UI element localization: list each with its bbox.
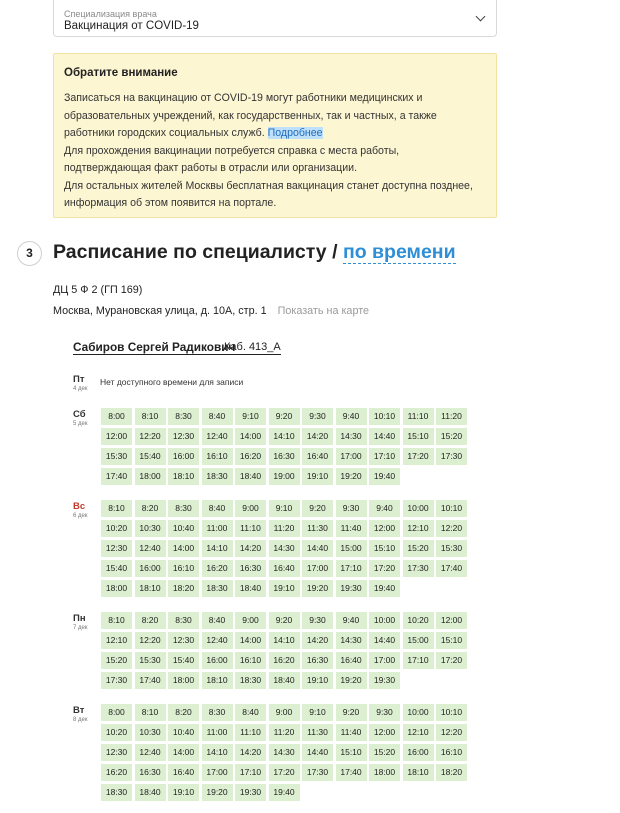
- time-slot-grid: [101, 704, 467, 801]
- time-slot-button[interactable]: 17:20: [403, 448, 434, 465]
- time-slot-button[interactable]: 12:00: [101, 428, 132, 445]
- time-slot-button[interactable]: 12:10: [403, 520, 434, 537]
- time-slot-button[interactable]: 15:20: [403, 540, 434, 557]
- no-slots-message: Нет доступного времени для записи: [100, 377, 244, 387]
- time-slot-button[interactable]: 15:40: [101, 560, 132, 577]
- time-slot-button[interactable]: 18:40: [235, 580, 266, 597]
- time-slot-button[interactable]: 18:00: [369, 764, 400, 781]
- time-slot-button[interactable]: 14:20: [235, 744, 266, 761]
- time-slot-button[interactable]: 18:30: [101, 784, 132, 801]
- time-slot-button[interactable]: 16:40: [336, 652, 367, 669]
- time-slot-button[interactable]: 14:00: [168, 540, 199, 557]
- time-slot-button[interactable]: 15:30: [135, 652, 166, 669]
- time-slot-button[interactable]: 10:10: [436, 704, 467, 721]
- time-slot-button[interactable]: 17:00: [202, 764, 233, 781]
- time-slot-button[interactable]: 8:10: [101, 500, 132, 517]
- time-slot-button[interactable]: 11:10: [235, 724, 266, 741]
- time-slot-button[interactable]: 12:00: [436, 612, 467, 629]
- time-slot-button[interactable]: 12:30: [101, 540, 132, 557]
- time-slot-button[interactable]: 16:40: [269, 560, 300, 577]
- time-slot-button[interactable]: 17:00: [336, 448, 367, 465]
- time-slot-button[interactable]: 16:30: [135, 764, 166, 781]
- time-slot-button[interactable]: 12:00: [369, 724, 400, 741]
- day-date: 8 дек: [73, 717, 88, 723]
- time-slot-button[interactable]: 17:10: [336, 560, 367, 577]
- specialization-label: Специализация врача: [64, 9, 157, 19]
- time-slot-button[interactable]: 10:10: [369, 408, 400, 425]
- time-slot-button[interactable]: 17:20: [436, 652, 467, 669]
- time-slot-button[interactable]: 18:40: [269, 672, 300, 689]
- time-slot-button[interactable]: 9:00: [269, 704, 300, 721]
- clinic-name: ДЦ 5 Ф 2 (ГП 169): [53, 284, 143, 296]
- time-slot-button[interactable]: 12:30: [168, 428, 199, 445]
- time-slot-button[interactable]: 10:00: [369, 612, 400, 629]
- time-slot-button[interactable]: 12:10: [101, 632, 132, 649]
- time-slot-button[interactable]: 9:40: [369, 500, 400, 517]
- time-slot-button[interactable]: 10:00: [403, 704, 434, 721]
- by-time-link[interactable]: по времени: [342, 241, 456, 263]
- time-slot-button[interactable]: 11:20: [436, 408, 467, 425]
- time-slot-button[interactable]: 17:10: [235, 764, 266, 781]
- time-slot-button[interactable]: 14:30: [336, 632, 367, 649]
- time-slot-button[interactable]: 19:40: [369, 580, 400, 597]
- time-slot-button[interactable]: 10:40: [168, 520, 199, 537]
- time-slot-button[interactable]: 10:20: [403, 612, 434, 629]
- time-slot-grid: [101, 408, 467, 485]
- time-slot-grid: [101, 612, 467, 689]
- time-slot-button[interactable]: 8:20: [168, 704, 199, 721]
- show-on-map-link[interactable]: Показать на карте: [277, 305, 370, 317]
- time-slot-button[interactable]: 12:20: [436, 520, 467, 537]
- time-slot-grid: [101, 500, 467, 597]
- time-slot-button[interactable]: 14:40: [302, 744, 333, 761]
- day-date: 5 дек: [73, 421, 88, 427]
- time-slot-button[interactable]: 9:20: [269, 612, 300, 629]
- time-slot-button[interactable]: 14:10: [202, 540, 233, 557]
- time-slot-button[interactable]: 15:10: [403, 428, 434, 445]
- time-slot-button[interactable]: 19:30: [369, 672, 400, 689]
- time-slot-button[interactable]: 19:10: [302, 672, 333, 689]
- time-slot-button[interactable]: 14:20: [302, 632, 333, 649]
- time-slot-button[interactable]: 16:20: [235, 448, 266, 465]
- time-slot-button[interactable]: 14:40: [369, 428, 400, 445]
- specialization-select[interactable]: [53, 0, 497, 37]
- time-slot-button[interactable]: 15:30: [101, 448, 132, 465]
- time-slot-button[interactable]: 18:20: [168, 580, 199, 597]
- time-slot-button[interactable]: 10:30: [135, 520, 166, 537]
- clinic-address: Москва, Мурановская улица, д. 10А, стр. 1: [53, 305, 267, 317]
- time-slot-button[interactable]: 18:20: [436, 764, 467, 781]
- time-slot-button[interactable]: 18:10: [403, 764, 434, 781]
- time-slot-button[interactable]: 8:30: [168, 500, 199, 517]
- time-slot-button[interactable]: 17:20: [369, 560, 400, 577]
- time-slot-button[interactable]: 16:00: [135, 560, 166, 577]
- day-date: 7 дек: [73, 625, 88, 631]
- time-slot-button[interactable]: 9:00: [235, 500, 266, 517]
- notice-body: [64, 90, 489, 213]
- time-slot-button[interactable]: 18:30: [202, 580, 233, 597]
- time-slot-button[interactable]: 16:10: [436, 744, 467, 761]
- time-slot-button[interactable]: 9:30: [302, 612, 333, 629]
- time-slot-button[interactable]: 16:40: [302, 448, 333, 465]
- time-slot-button[interactable]: 14:00: [235, 632, 266, 649]
- time-slot-button[interactable]: 12:40: [135, 540, 166, 557]
- step-number: 3: [17, 241, 42, 266]
- day-name: Вт: [73, 705, 85, 716]
- day-name: Сб: [73, 409, 86, 420]
- time-slot-button[interactable]: 8:10: [135, 704, 166, 721]
- day-label: [73, 409, 87, 427]
- time-slot-button[interactable]: 17:30: [436, 448, 467, 465]
- time-slot-button[interactable]: 12:40: [135, 744, 166, 761]
- time-slot-button[interactable]: 9:10: [302, 704, 333, 721]
- time-slot-button[interactable]: 8:30: [202, 704, 233, 721]
- time-slot-button[interactable]: 15:10: [336, 744, 367, 761]
- clinic-address-row: [53, 305, 369, 317]
- time-slot-button[interactable]: 10:40: [168, 724, 199, 741]
- time-slot-button[interactable]: 15:10: [436, 632, 467, 649]
- day-name: Вс: [73, 501, 86, 512]
- day-name: Пт: [73, 374, 85, 385]
- time-slot-button[interactable]: 9:20: [336, 704, 367, 721]
- time-slot-button[interactable]: 16:00: [403, 744, 434, 761]
- time-slot-button[interactable]: 11:10: [403, 408, 434, 425]
- time-slot-button[interactable]: 14:00: [235, 428, 266, 445]
- time-slot-button[interactable]: 12:20: [135, 428, 166, 445]
- time-slot-button[interactable]: 15:40: [135, 448, 166, 465]
- time-slot-button[interactable]: 10:10: [436, 500, 467, 517]
- time-slot-button[interactable]: 8:10: [135, 408, 166, 425]
- time-slot-button[interactable]: 16:30: [302, 652, 333, 669]
- time-slot-button[interactable]: 8:30: [168, 408, 199, 425]
- doctor-name[interactable]: Сабиров Сергей Радикович: [73, 340, 236, 354]
- time-slot-button[interactable]: 12:40: [202, 632, 233, 649]
- time-slot-button[interactable]: 11:00: [202, 724, 233, 741]
- day-label: [73, 501, 87, 519]
- time-slot-button[interactable]: 9:00: [235, 612, 266, 629]
- schedule-heading: [53, 241, 456, 264]
- notice-paragraph-1: Записаться на вакцинацию от COVID-19 могут работники медицинских и образовательных учреждений, как государственных, так и частных, а также работники городских социальных служб.: [64, 92, 437, 139]
- time-slot-button[interactable]: 18:10: [135, 580, 166, 597]
- time-slot-button[interactable]: 16:00: [168, 448, 199, 465]
- time-slot-button[interactable]: 11:40: [336, 520, 367, 537]
- time-slot-button[interactable]: 15:30: [436, 540, 467, 557]
- time-slot-button[interactable]: 19:00: [269, 468, 300, 485]
- time-slot-button[interactable]: 8:40: [202, 500, 233, 517]
- time-slot-button[interactable]: 16:30: [235, 560, 266, 577]
- time-slot-button[interactable]: 11:20: [269, 724, 300, 741]
- time-slot-button[interactable]: 19:40: [369, 468, 400, 485]
- time-slot-button[interactable]: 19:10: [269, 580, 300, 597]
- time-slot-button[interactable]: 15:00: [403, 632, 434, 649]
- time-slot-button[interactable]: 8:00: [101, 704, 132, 721]
- time-slot-button[interactable]: 19:10: [168, 784, 199, 801]
- time-slot-button[interactable]: 12:00: [369, 520, 400, 537]
- time-slot-button[interactable]: 15:20: [101, 652, 132, 669]
- time-slot-button[interactable]: 18:10: [202, 672, 233, 689]
- time-slot-button[interactable]: 9:30: [302, 408, 333, 425]
- time-slot-button[interactable]: 14:10: [269, 632, 300, 649]
- time-slot-button[interactable]: 15:00: [336, 540, 367, 557]
- time-slot-button[interactable]: 14:10: [269, 428, 300, 445]
- time-slot-button[interactable]: 12:20: [436, 724, 467, 741]
- time-slot-button[interactable]: 9:10: [235, 408, 266, 425]
- time-slot-button[interactable]: 9:40: [336, 408, 367, 425]
- time-slot-button[interactable]: 19:30: [235, 784, 266, 801]
- time-slot-button[interactable]: 17:20: [269, 764, 300, 781]
- time-slot-button[interactable]: 14:30: [269, 540, 300, 557]
- time-slot-button[interactable]: 17:40: [101, 468, 132, 485]
- time-slot-button[interactable]: 18:30: [235, 672, 266, 689]
- time-slot-button[interactable]: 19:10: [302, 468, 333, 485]
- time-slot-button[interactable]: 8:30: [168, 612, 199, 629]
- time-slot-button[interactable]: 16:10: [168, 560, 199, 577]
- time-slot-button[interactable]: 14:30: [269, 744, 300, 761]
- time-slot-button[interactable]: 9:20: [302, 500, 333, 517]
- time-slot-button[interactable]: 18:00: [168, 672, 199, 689]
- time-slot-button[interactable]: 8:20: [135, 500, 166, 517]
- time-slot-button[interactable]: 17:40: [135, 672, 166, 689]
- time-slot-button[interactable]: 16:10: [202, 448, 233, 465]
- day-label: [73, 374, 87, 392]
- time-slot-button[interactable]: 18:10: [168, 468, 199, 485]
- time-slot-button[interactable]: 15:20: [436, 428, 467, 445]
- specialization-value: Вакцинация от COVID-19: [64, 20, 199, 32]
- time-slot-button[interactable]: 16:40: [168, 764, 199, 781]
- time-slot-button[interactable]: 11:10: [235, 520, 266, 537]
- time-slot-button[interactable]: 17:10: [369, 448, 400, 465]
- time-slot-button[interactable]: 12:30: [101, 744, 132, 761]
- time-slot-button[interactable]: 11:30: [302, 724, 333, 741]
- time-slot-button[interactable]: 16:00: [202, 652, 233, 669]
- notice-paragraph-3: Для остальных жителей Москвы бесплатная вакцинация станет доступна позднее, информация об этом появится на портале.: [64, 179, 473, 209]
- schedule-title: Расписание по специалисту: [53, 241, 327, 263]
- time-slot-button[interactable]: 16:20: [269, 652, 300, 669]
- time-slot-button[interactable]: 15:40: [168, 652, 199, 669]
- time-slot-button[interactable]: 8:40: [202, 612, 233, 629]
- notice-title: Обратите внимание: [64, 67, 178, 79]
- time-slot-button[interactable]: 14:40: [369, 632, 400, 649]
- time-slot-button[interactable]: 12:30: [168, 632, 199, 649]
- time-slot-button[interactable]: 19:20: [336, 672, 367, 689]
- time-slot-button[interactable]: 18:40: [135, 784, 166, 801]
- time-slot-button[interactable]: 8:20: [135, 612, 166, 629]
- day-date: 4 дек: [73, 386, 88, 392]
- time-slot-button[interactable]: 16:20: [101, 764, 132, 781]
- time-slot-button[interactable]: 10:00: [403, 500, 434, 517]
- time-slot-button[interactable]: 16:30: [269, 448, 300, 465]
- cabinet-number: Каб. 413_А: [224, 341, 281, 353]
- time-slot-button[interactable]: 11:20: [269, 520, 300, 537]
- time-slot-button[interactable]: 11:30: [302, 520, 333, 537]
- time-slot-button[interactable]: 17:10: [403, 652, 434, 669]
- time-slot-button[interactable]: 8:10: [101, 612, 132, 629]
- day-label: [73, 613, 87, 631]
- time-slot-button[interactable]: 12:40: [202, 428, 233, 445]
- time-slot-button[interactable]: 9:20: [269, 408, 300, 425]
- time-slot-button[interactable]: 18:00: [135, 468, 166, 485]
- chevron-down-icon[interactable]: [476, 12, 486, 22]
- time-slot-button[interactable]: 18:40: [235, 468, 266, 485]
- time-slot-button[interactable]: 10:30: [135, 724, 166, 741]
- time-slot-button[interactable]: 18:00: [101, 580, 132, 597]
- time-slot-button[interactable]: 9:10: [269, 500, 300, 517]
- time-slot-button[interactable]: 17:30: [403, 560, 434, 577]
- time-slot-button[interactable]: 17:40: [436, 560, 467, 577]
- time-slot-button[interactable]: 18:30: [202, 468, 233, 485]
- heading-separator: /: [332, 241, 338, 263]
- time-slot-button[interactable]: 8:00: [101, 408, 132, 425]
- time-slot-button[interactable]: 14:20: [235, 540, 266, 557]
- time-slot-button[interactable]: 16:20: [202, 560, 233, 577]
- time-slot-button[interactable]: 15:20: [369, 744, 400, 761]
- time-slot-button[interactable]: 8:40: [202, 408, 233, 425]
- time-slot-button[interactable]: 9:30: [336, 500, 367, 517]
- time-slot-button[interactable]: 12:20: [135, 632, 166, 649]
- time-slot-button[interactable]: 17:30: [302, 764, 333, 781]
- time-slot-button[interactable]: 14:00: [168, 744, 199, 761]
- time-slot-button[interactable]: 19:20: [302, 580, 333, 597]
- time-slot-button[interactable]: 14:40: [302, 540, 333, 557]
- time-slot-button[interactable]: 19:20: [336, 468, 367, 485]
- time-slot-button[interactable]: 9:30: [369, 704, 400, 721]
- more-link[interactable]: Подробнее: [267, 127, 323, 139]
- time-slot-button[interactable]: 10:20: [101, 724, 132, 741]
- notice-box: [53, 53, 497, 218]
- time-slot-button[interactable]: 17:00: [302, 560, 333, 577]
- time-slot-button[interactable]: 16:10: [235, 652, 266, 669]
- day-name: Пн: [73, 613, 86, 624]
- day-label: [73, 705, 87, 723]
- time-slot-button[interactable]: 14:10: [202, 744, 233, 761]
- time-slot-button[interactable]: 14:20: [302, 428, 333, 445]
- time-slot-button[interactable]: 17:00: [369, 652, 400, 669]
- time-slot-button[interactable]: 8:40: [235, 704, 266, 721]
- notice-paragraph-2: Для прохождения вакцинации потребуется справка с места работы, подтверждающая факт работы в отрасли или организации.: [64, 144, 400, 174]
- time-slot-button[interactable]: 11:00: [202, 520, 233, 537]
- time-slot-button[interactable]: 19:20: [202, 784, 233, 801]
- time-slot-button[interactable]: 15:10: [369, 540, 400, 557]
- time-slot-button[interactable]: 17:40: [336, 764, 367, 781]
- time-slot-button[interactable]: 19:30: [336, 580, 367, 597]
- time-slot-button[interactable]: 9:40: [336, 612, 367, 629]
- day-date: 6 дек: [73, 513, 88, 519]
- time-slot-button[interactable]: 12:10: [403, 724, 434, 741]
- time-slot-button[interactable]: 19:40: [269, 784, 300, 801]
- time-slot-button[interactable]: 11:40: [336, 724, 367, 741]
- time-slot-button[interactable]: 14:30: [336, 428, 367, 445]
- time-slot-button[interactable]: 17:30: [101, 672, 132, 689]
- time-slot-button[interactable]: 10:20: [101, 520, 132, 537]
